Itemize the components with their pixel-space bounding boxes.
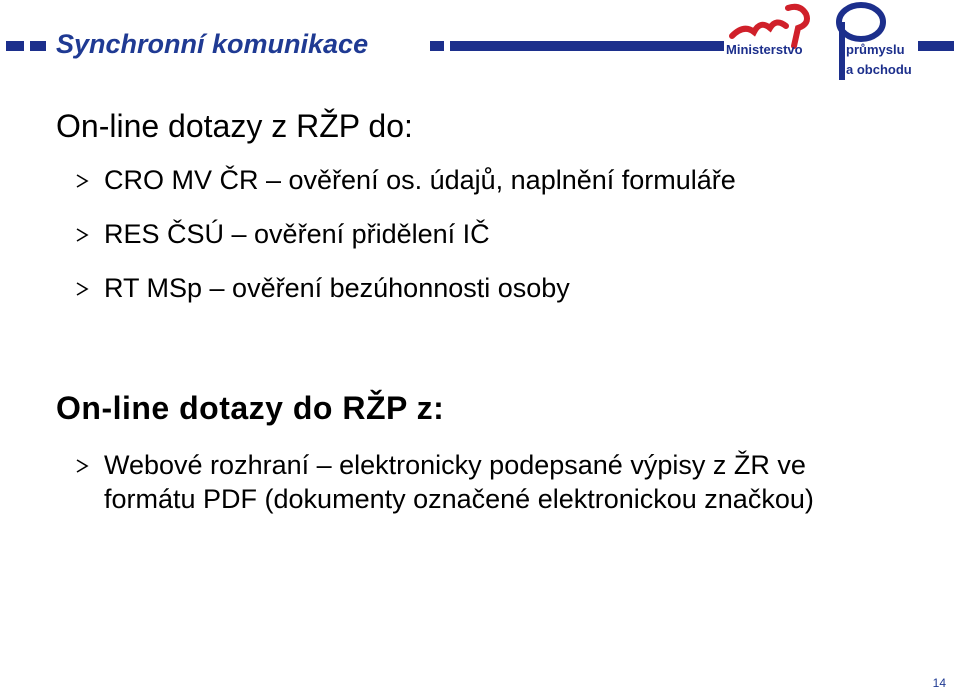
mpo-logo-icon bbox=[724, 2, 918, 82]
page-number: 14 bbox=[932, 676, 946, 690]
bullet-list-from bbox=[74, 163, 934, 325]
arrow-bullet-icon bbox=[74, 173, 90, 189]
header-dash bbox=[918, 41, 954, 51]
list-item bbox=[74, 271, 934, 305]
list-item-text: RT MSp – ověření bezúhonnosti osoby bbox=[104, 273, 570, 303]
list-item-text: RES ČSÚ – ověření přidělení IČ bbox=[104, 219, 490, 249]
list-item-text: Webové rozhraní – elektronicky podepsané výpisy z ŽR ve formátu PDF (dokumenty označené elektronickou značkou) bbox=[104, 450, 814, 514]
section-heading-to: On-line dotazy do RŽP z: bbox=[56, 390, 445, 426]
arrow-bullet-icon bbox=[74, 227, 90, 243]
header-dash bbox=[6, 41, 24, 51]
header-dash bbox=[30, 41, 46, 51]
ministry-logo bbox=[724, 2, 918, 82]
bullet-list-to bbox=[74, 448, 904, 536]
list-item bbox=[74, 448, 904, 516]
slide-title: Synchronní komunikace bbox=[56, 29, 369, 59]
svg-text:průmyslu: průmyslu bbox=[846, 42, 905, 57]
list-item bbox=[74, 163, 934, 197]
arrow-bullet-icon bbox=[74, 458, 90, 474]
header-dash bbox=[430, 41, 444, 51]
list-item bbox=[74, 217, 934, 251]
svg-text:Ministerstvo: Ministerstvo bbox=[726, 42, 803, 57]
arrow-bullet-icon bbox=[74, 281, 90, 297]
header-dash bbox=[450, 41, 724, 51]
list-item-text: CRO MV ČR – ověření os. údajů, naplnění formuláře bbox=[104, 165, 736, 195]
svg-text:a obchodu: a obchodu bbox=[846, 62, 912, 77]
section-heading-from: On-line dotazy z RŽP do: bbox=[56, 108, 413, 144]
